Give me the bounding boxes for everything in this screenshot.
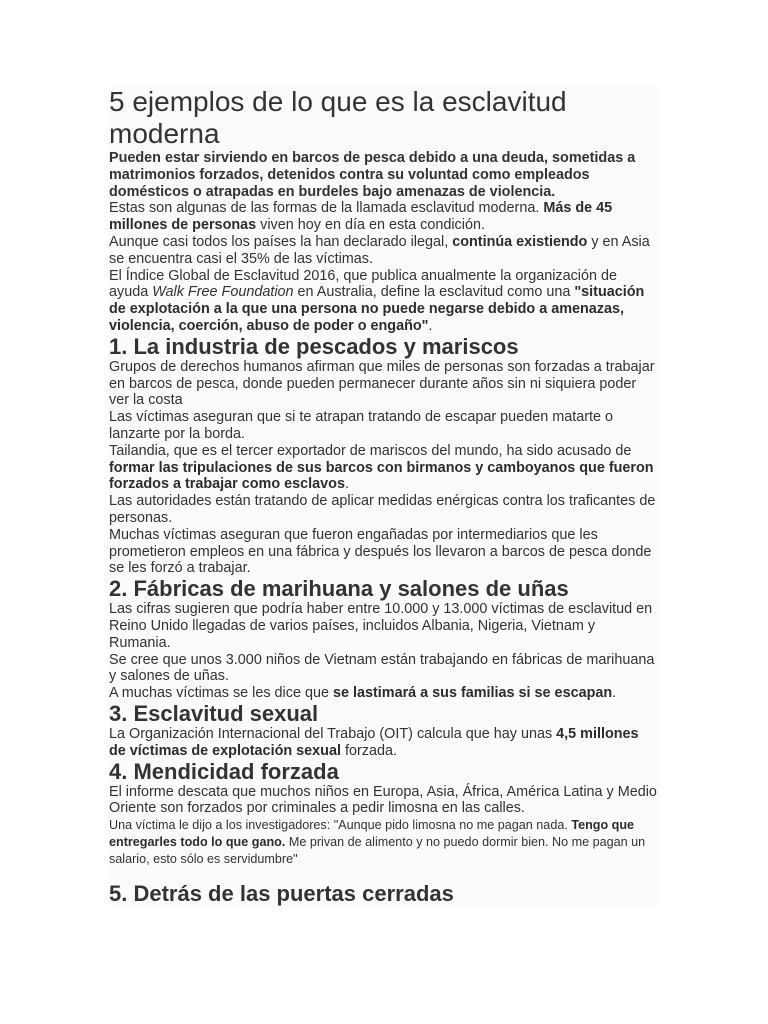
section3-paragraph-1: La Organización Internacional del Trabajo (OIT) calcula que hay unas 4,5 millones de víctimas de explotación sexual forzada. [109,725,639,759]
section-heading-3: 3. Esclavitud sexual [109,700,319,726]
intro-paragraph-2: Aunque casi todos los países la han declarado ilegal, continúa existiendo y en Asia se encuentra casi el 35% de las víctimas. [109,233,650,267]
section1-paragraph-4: Las autoridades están tratando de aplicar medidas enérgicas contra los traficantes de personas. [109,493,656,526]
section-heading-2: 2. Fábricas de marihuana y salones de uñas [109,576,569,602]
section2-paragraph-1: Las cifras sugieren que podría haber entre 10.000 y 13.000 víctimas de esclavitud en Reino Unido llegadas de varios países, incluidos Albania, Nigeria, Vietnam y Rumania. [109,601,653,651]
section2-paragraph-3: A muchas víctimas se les dice que se lastimará a sus familias si se escapan. [109,685,617,702]
section-heading-5: 5. Detrás de las puertas cerradas [109,881,454,907]
section4-quote: Una víctima le dijo a los investigadores: "Aunque pido limosna no me pagan nada. Tengo que entregarles todo lo que gano. Me privan de alimento y no puedo dormir bien. No me pagan un salario, esto sólo es servidumbre" [109,818,646,867]
section1-paragraph-1: Grupos de derechos humanos afirman que miles de personas son forzadas a trabajar en barcos de pesca, donde pueden permanecer durante años sin ni siquiera poder ver la costa [109,358,655,409]
article-title: 5 ejemplos de lo que es la esclavitud moderna [109,86,567,149]
intro-paragraph-1: Estas son algunas de las formas de la llamada esclavitud moderna. Más de 45 millones de personas viven hoy en día en esta condición. [109,200,613,234]
section2-paragraph-2: Se cree que unos 3.000 niños de Vietnam están trabajando en fábricas de marihuana y salones de uñas. [109,651,655,685]
section1-paragraph-5: Muchas víctimas aseguran que fueron engañadas por intermediarios que les prometieron empleos en una fábrica y después los llevaron a barcos de pesca donde se les forzó a trabajar. [109,526,652,577]
article [109,86,659,906]
article-body [109,86,659,906]
section4-paragraph-1: El informe descata que muchos niños en Europa, Asia, África, América Latina y Medio Oriente son forzados por criminales a pedir limosna en las calles. [109,783,657,817]
section1-paragraph-2: Las víctimas aseguran que si te atrapan tratando de escapar pueden matarte o lanzarte por la borda. [109,409,613,442]
intro-paragraph-3: El Índice Global de Esclavitud 2016, que publica anualmente la organización de ayuda Walk Free Foundation en Australia, define la esclavitud como una "situación de explotación a la que una persona no puede negarse debido a amenazas, violencia, coerción, abuso de poder o engaño". [109,267,645,334]
organization-name: Walk Free Foundation [152,284,294,301]
section-heading-1: 1. La industria de pescados y mariscos [109,333,519,359]
spacer [109,868,659,882]
section-heading-4: 4. Mendicidad forzada [109,758,339,784]
section1-paragraph-3: Tailandia, que es el tercer exportador de mariscos del mundo, ha sido acusado de formar las tripulaciones de sus barcos con birmanos y camboyanos que fueron forzados a trabajar como esclavos. [109,442,654,493]
article-lead: Pueden estar sirviendo en barcos de pesca debido a una deuda, sometidas a matrimonios forzados, detenidos contra su voluntad como empleados domésticos o atrapadas en burdeles bajo amenazas de violencia. [109,150,636,200]
